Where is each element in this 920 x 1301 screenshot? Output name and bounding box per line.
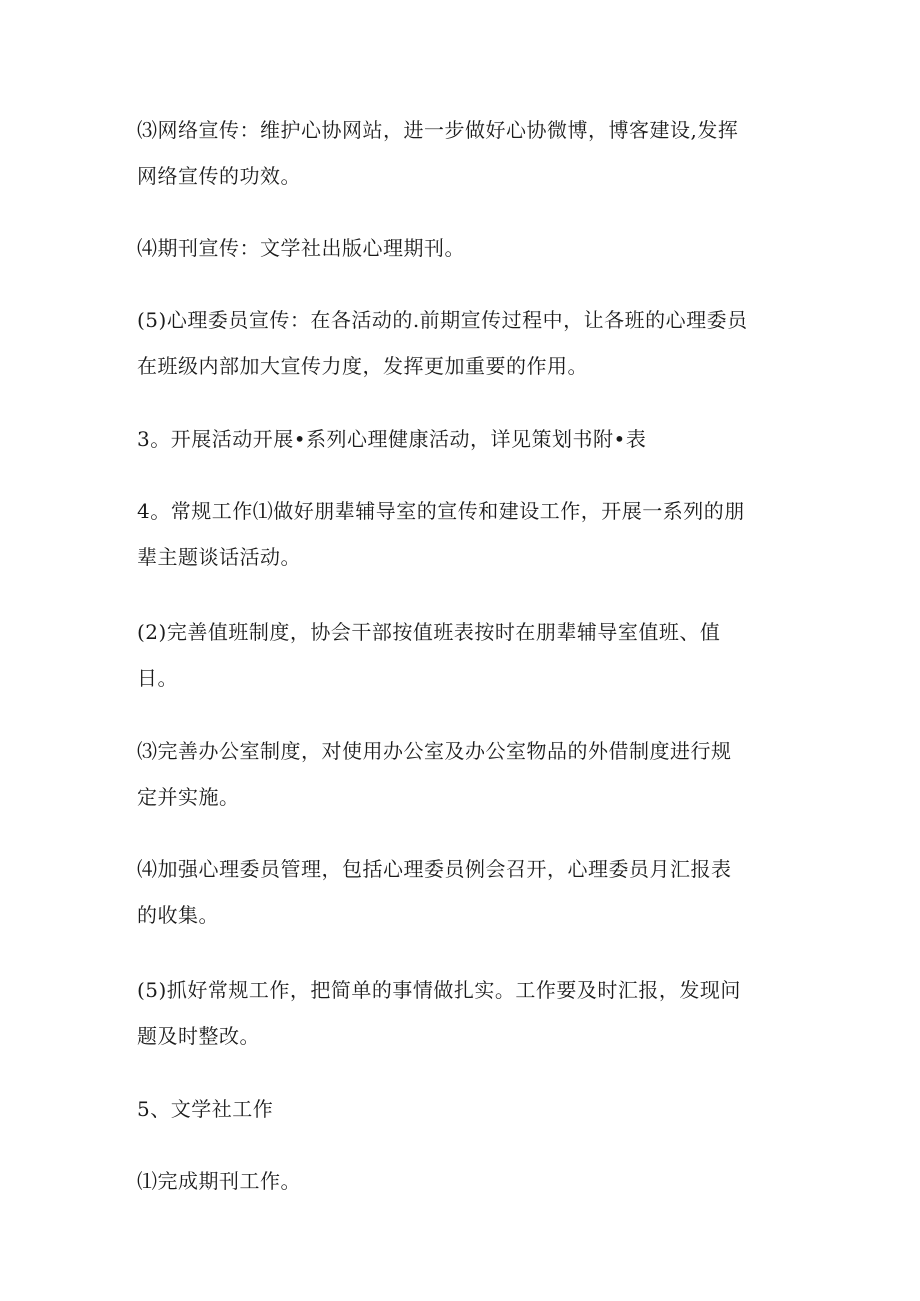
paragraph-journal-publicity xyxy=(137,225,787,271)
paragraph-journal-work xyxy=(137,1158,787,1204)
paragraph-network-publicity xyxy=(137,107,787,199)
paragraph-line: 的收集。 xyxy=(137,903,219,927)
paragraph-committee-publicity xyxy=(137,297,787,389)
paragraph-line: 网络宣传的功效。 xyxy=(137,164,301,188)
paragraph-line: 5、文学社工作 xyxy=(137,1097,274,1121)
paragraph-committee-management xyxy=(137,846,787,938)
paragraph-office-system xyxy=(137,728,787,820)
paragraph-line: (5)心理委员宣传：在各活动的.前期宣传过程中，让各班的心理委员 xyxy=(137,308,748,332)
paragraph-duty-system xyxy=(137,609,787,701)
paragraph-line: (5)抓好常规工作，把简单的事情做扎实。工作要及时汇报，发现问 xyxy=(137,978,741,1002)
paragraph-line: 题及时整改。 xyxy=(137,1024,260,1048)
paragraph-line: 3。开展活动开展•系列心理健康活动，详见策划书附•表 xyxy=(137,427,647,451)
paragraph-line: 日。 xyxy=(137,666,178,690)
paragraph-line: ⑶完善办公室制度，对使用办公室及办公室物品的外借制度进行规 xyxy=(137,739,732,763)
paragraph-routine-tasks xyxy=(137,967,787,1059)
paragraph-line: ⑴完成期刊工作。 xyxy=(137,1169,301,1193)
paragraph-literary-club xyxy=(137,1086,787,1132)
paragraph-line: ⑷加强心理委员管理，包括心理委员例会召开，心理委员月汇报表 xyxy=(137,857,732,881)
paragraph-line: 辈主题谈话活动。 xyxy=(137,545,301,569)
paragraph-line: 4。常规工作⑴做好朋辈辅导室的宣传和建设工作，开展一系列的朋 xyxy=(137,499,745,523)
paragraph-line: (2)完善值班制度，协会干部按值班表按时在朋辈辅导室值班、值 xyxy=(137,620,721,644)
paragraph-line: ⑷期刊宣传：文学社出版心理期刊。 xyxy=(137,236,465,260)
paragraph-line: ⑶网络宣传：维护心协网站，进一步做好心协微博，博客建设,发挥 xyxy=(137,118,739,142)
paragraph-activities xyxy=(137,416,787,462)
paragraph-line: 在班级内部加大宣传力度，发挥更加重要的作用。 xyxy=(137,354,588,378)
paragraph-line: 定并实施。 xyxy=(137,785,240,809)
paragraph-routine-work xyxy=(137,488,787,580)
